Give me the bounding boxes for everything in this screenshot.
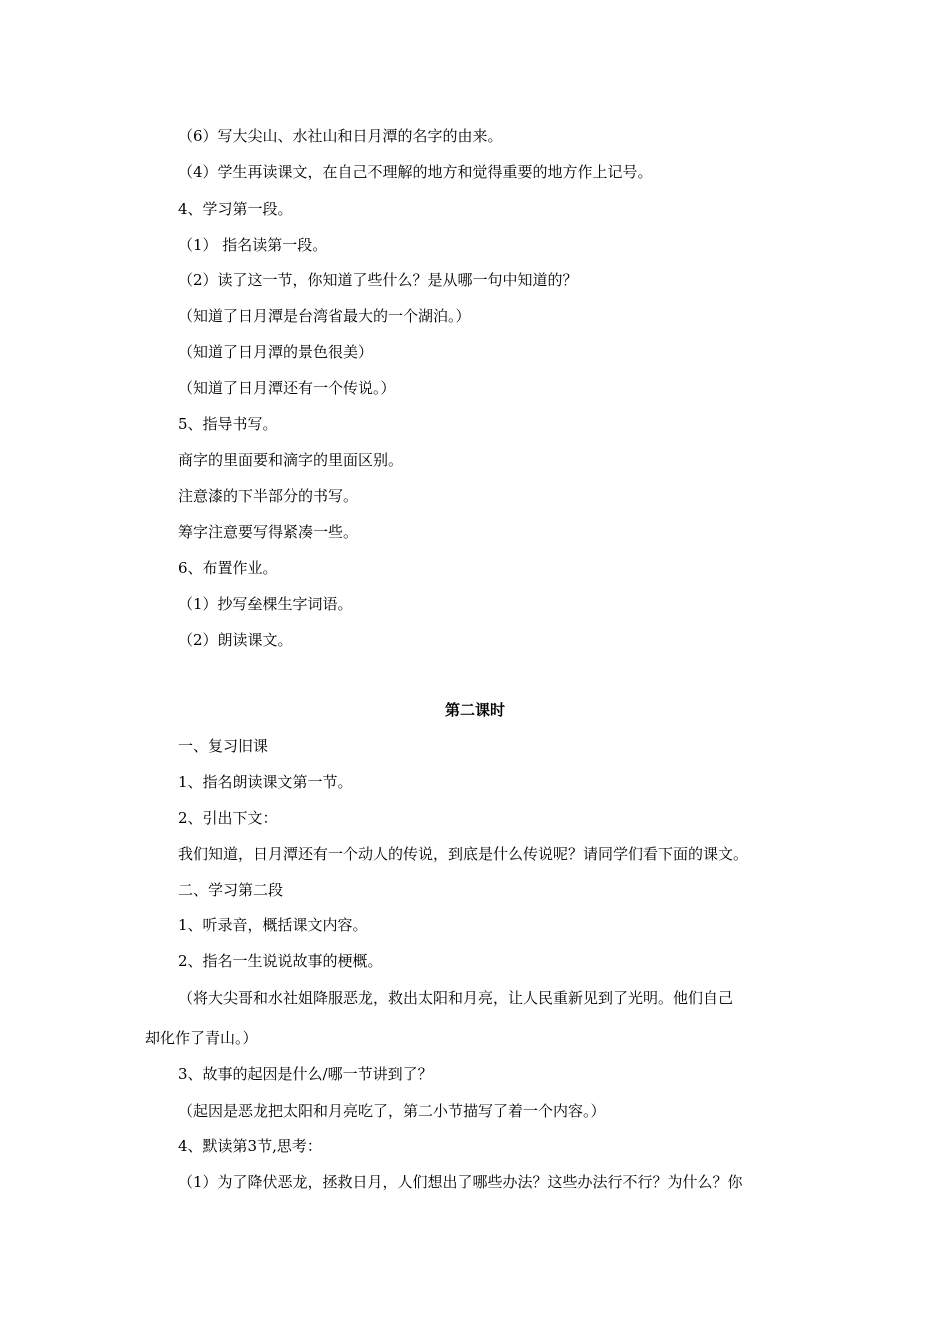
text-line: 3、故事的起因是什么/哪一节讲到了？ <box>178 1065 433 1083</box>
text-line: （1）为了降伏恶龙，拯救日月，人们想出了哪些办法？这些办法行不行？为什么？你 <box>178 1173 743 1191</box>
text-line: 二、学习第二段 <box>178 881 284 899</box>
text-line: 商字的里面要和滴字的里面区别。 <box>178 451 404 469</box>
text-line: 4、默读第3节,思考： <box>178 1137 322 1155</box>
text-line: 2、引出下文： <box>178 809 278 827</box>
text-line: 4、学习第一段。 <box>178 200 293 218</box>
text-line: 我们知道，日月潭还有一个动人的传说，到底是什么传说呢？请同学们看下面的课文。 <box>178 845 749 863</box>
text-line: （将大尖哥和水社姐降服恶龙，救出太阳和月亮，让人民重新见到了光明。他们自己 <box>178 989 734 1007</box>
text-line: （2）读了这一节，你知道了些什么？是从哪一句中知道的？ <box>178 271 578 289</box>
text-line: 却化作了青山。） <box>145 1029 258 1047</box>
text-line: 6、布置作业。 <box>178 559 278 577</box>
text-line: 一、复习旧课 <box>178 737 269 755</box>
text-line: （1） 指名读第一段。 <box>178 236 328 254</box>
text-line: 2、指名一生说说故事的梗概。 <box>178 952 383 970</box>
text-line: （知道了日月潭还有一个传说。） <box>178 379 396 397</box>
text-line: （知道了日月潭是台湾省最大的一个湖泊。） <box>178 307 471 325</box>
text-line: 筹字注意要写得紧凑一些。 <box>178 523 359 541</box>
text-line: 5、指导书写。 <box>178 415 278 433</box>
text-line: （6）写大尖山、水社山和日月潭的名字的由来。 <box>178 127 503 145</box>
text-line: 1、听录音，概括课文内容。 <box>178 916 368 934</box>
section-heading: 第二课时 <box>444 701 505 719</box>
text-line: （起因是恶龙把太阳和月亮吃了，第二小节描写了着一个内容。） <box>178 1102 606 1120</box>
text-line: （1）抄写垒棵生字词语。 <box>178 595 353 613</box>
text-line: （2）朗读课文。 <box>178 631 293 649</box>
text-line: 1、指名朗读课文第一节。 <box>178 773 353 791</box>
text-line: （知道了日月潭的景色很美） <box>178 343 374 361</box>
text-line: （4）学生再读课文，在自己不理解的地方和觉得重要的地方作上记号。 <box>178 163 653 181</box>
text-line: 注意漆的下半部分的书写。 <box>178 487 359 505</box>
